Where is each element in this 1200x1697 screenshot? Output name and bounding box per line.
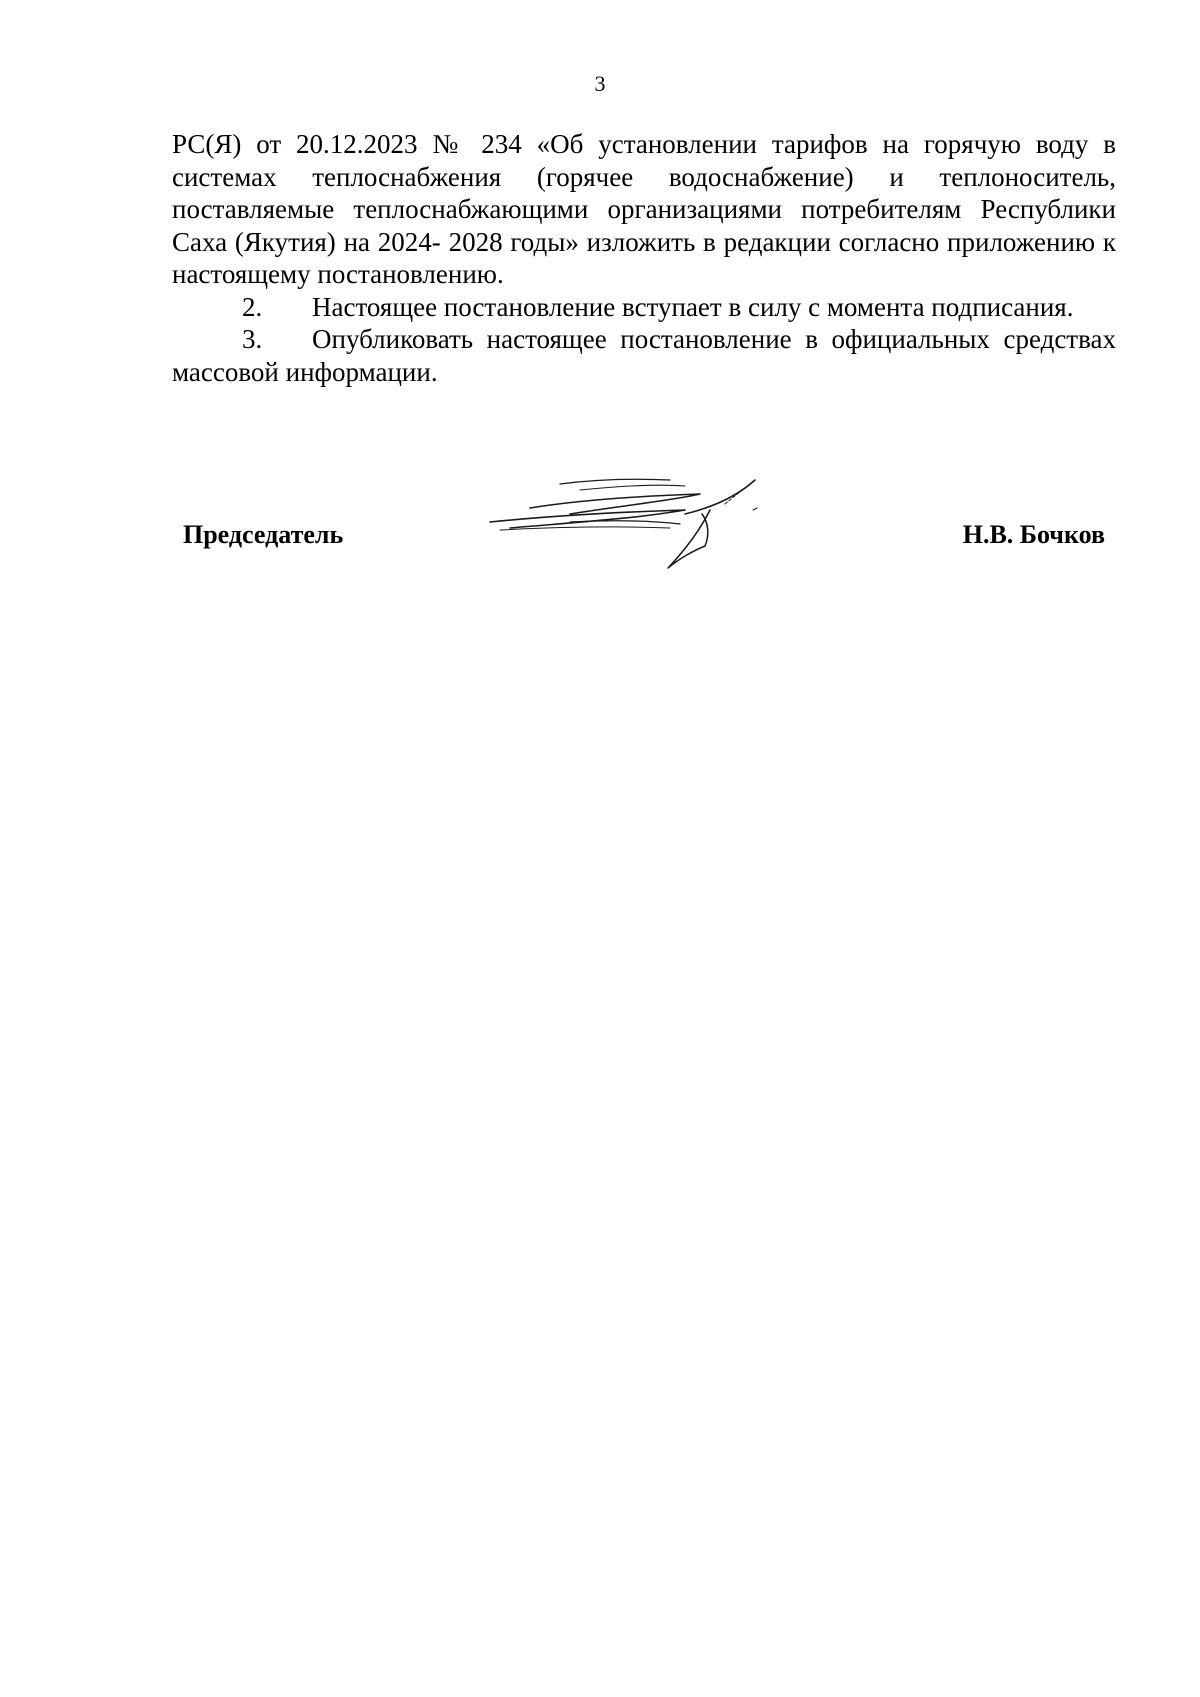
paragraph-continuation: РС(Я) от 20.12.2023 № 234 «Об установлении тарифов на горячую воду в системах теплоснабжения (горячее водоснабжение) и теплоноситель, поставляемые теплоснабжающими организациями потребителям Республики Саха (Якутия) на 2024- 2028 годы» изложить в редакции согласно приложению к настоящему постановлению. [172, 129, 1116, 289]
item-number: 2. [242, 291, 263, 322]
document-body [172, 128, 1116, 388]
numbered-item-3 [172, 323, 1116, 388]
signature-block [0, 470, 1200, 580]
page-number: 3 [594, 71, 606, 96]
item-text: Опубликовать настоящее постановление в официальных средствах массовой информации. [172, 324, 1116, 387]
signatory-name: Н.В. Бочков [962, 520, 1105, 549]
handwritten-signature-icon [470, 470, 780, 580]
signatory-position: Председатель [183, 520, 344, 549]
item-text: Настоящее постановление вступает в силу с момента подписания. [312, 291, 1074, 322]
item-number: 3. [242, 324, 263, 354]
numbered-item-2 [172, 291, 1116, 324]
